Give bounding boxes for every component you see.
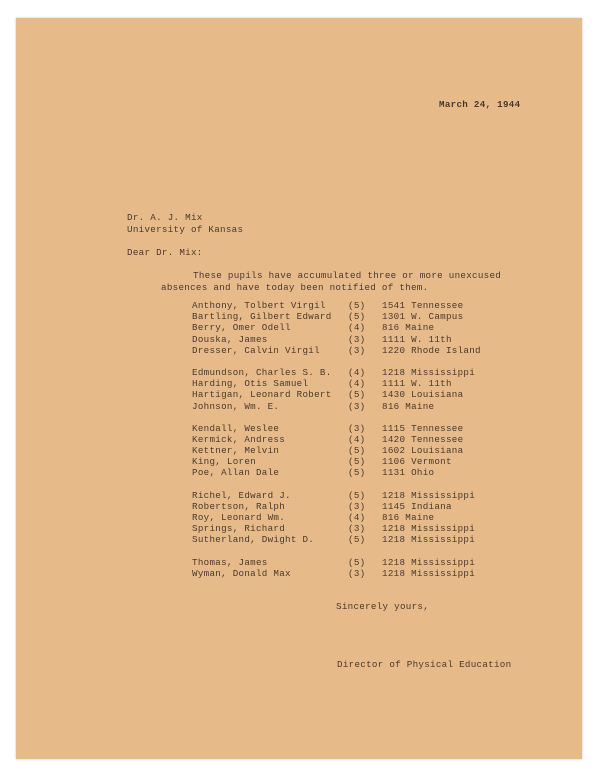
- roster-row: [192, 389, 522, 400]
- absence-count: (4): [348, 378, 366, 390]
- body-text-line-2: absences and have today been notified of them.: [161, 282, 429, 293]
- student-name: Johnson, Wm. E.: [192, 400, 280, 412]
- roster-row: [192, 523, 522, 534]
- student-roster: [192, 300, 522, 590]
- student-address: 1430 Louisiana: [382, 389, 464, 401]
- roster-group-1: [192, 300, 522, 356]
- roster-row: [192, 423, 522, 434]
- student-address: 1220 Rhode Island: [382, 344, 481, 356]
- roster-group-2: [192, 367, 522, 412]
- absence-count: (3): [348, 422, 366, 434]
- student-address: 1106 Vermont: [382, 456, 452, 468]
- recipient-organization: University of Kansas: [127, 224, 244, 235]
- student-address: 1218 Mississippi: [382, 534, 476, 546]
- absence-count: (5): [348, 467, 366, 479]
- student-address: 1541 Tennessee: [382, 300, 464, 311]
- roster-row: [192, 534, 522, 545]
- student-name: Douska, James: [192, 333, 268, 345]
- salutation: Dear Dr. Mix:: [127, 247, 203, 258]
- absence-count: (3): [348, 523, 366, 535]
- student-address: 1218 Mississippi: [382, 556, 476, 568]
- absence-count: (4): [348, 366, 366, 378]
- absence-count: (3): [348, 400, 366, 412]
- roster-row: [192, 401, 522, 412]
- roster-row: [192, 557, 522, 568]
- student-address: 1111 W. 11th: [382, 333, 452, 345]
- student-address: 1218 Mississippi: [382, 567, 476, 579]
- student-name: Kermick, Andress: [192, 433, 286, 445]
- absence-count: (5): [348, 300, 366, 311]
- student-name: Edmundson, Charles S. B.: [192, 366, 332, 378]
- student-name: Roy, Leonard Wm.: [192, 512, 286, 523]
- absence-count: (3): [348, 500, 366, 512]
- roster-row: [192, 334, 522, 345]
- student-name: King, Loren: [192, 456, 256, 468]
- letter-paper: [16, 18, 582, 759]
- roster-row: [192, 501, 522, 512]
- body-text-line-1: These pupils have accumulated three or more unexcused: [193, 270, 502, 281]
- student-address: 1301 W. Campus: [382, 311, 464, 323]
- student-address: 816 Maine: [382, 322, 435, 334]
- student-name: Springs, Richard: [192, 523, 286, 535]
- roster-row: [192, 367, 522, 378]
- student-address: 1218 Mississippi: [382, 489, 476, 501]
- absence-count: (4): [348, 512, 366, 523]
- student-name: Anthony, Tolbert Virgil: [192, 300, 326, 311]
- absence-count: (5): [348, 489, 366, 501]
- roster-row: [192, 434, 522, 445]
- student-name: Kendall, Weslee: [192, 422, 280, 434]
- roster-row: [192, 378, 522, 389]
- roster-group-5: [192, 557, 522, 579]
- absence-count: (5): [348, 445, 366, 457]
- roster-row: [192, 456, 522, 467]
- absence-count: (5): [348, 456, 366, 468]
- absence-count: (5): [348, 389, 366, 401]
- student-address: 1218 Mississippi: [382, 366, 476, 378]
- closing: Sincerely yours,: [336, 601, 430, 612]
- absence-count: (5): [348, 311, 366, 323]
- roster-group-3: [192, 423, 522, 479]
- student-name: Thomas, James: [192, 556, 268, 568]
- student-address: 1131 Ohio: [382, 467, 435, 479]
- student-name: Robertson, Ralph: [192, 500, 286, 512]
- student-address: 1145 Indiana: [382, 500, 452, 512]
- absence-count: (5): [348, 556, 366, 568]
- absence-count: (3): [348, 333, 366, 345]
- student-address: 1115 Tennessee: [382, 422, 464, 434]
- roster-row: [192, 568, 522, 579]
- student-address: 1602 Louisiana: [382, 445, 464, 457]
- recipient-name: Dr. A. J. Mix: [127, 212, 203, 223]
- roster-row: [192, 467, 522, 478]
- roster-row: [192, 345, 522, 356]
- student-name: Kettner, Melvin: [192, 445, 280, 457]
- roster-row: [192, 300, 522, 311]
- student-name: Berry, Omer Odell: [192, 322, 291, 334]
- student-address: 1111 W. 11th: [382, 378, 452, 390]
- student-address: 816 Maine: [382, 400, 435, 412]
- absence-count: (5): [348, 534, 366, 546]
- absence-count: (3): [348, 344, 366, 356]
- student-address: 816 Maine: [382, 512, 435, 523]
- signature-title: Director of Physical Education: [337, 659, 512, 670]
- student-name: Dresser, Calvin Virgil: [192, 344, 320, 356]
- letter-date: March 24, 1944: [439, 99, 521, 110]
- student-name: Harding, Otis Samuel: [192, 378, 309, 390]
- roster-row: [192, 322, 522, 333]
- absence-count: (4): [348, 322, 366, 334]
- roster-row: [192, 512, 522, 523]
- student-name: Sutherland, Dwight D.: [192, 534, 315, 546]
- student-address: 1218 Mississippi: [382, 523, 476, 535]
- roster-row: [192, 311, 522, 322]
- roster-row: [192, 445, 522, 456]
- student-name: Hartigan, Leonard Robert: [192, 389, 332, 401]
- roster-row: [192, 490, 522, 501]
- absence-count: (3): [348, 567, 366, 579]
- student-name: Wyman, Donald Max: [192, 567, 291, 579]
- student-name: Bartling, Gilbert Edward: [192, 311, 332, 323]
- student-name: Richel, Edward J.: [192, 489, 291, 501]
- student-address: 1420 Tennessee: [382, 433, 464, 445]
- student-name: Poe, Allan Dale: [192, 467, 280, 479]
- absence-count: (4): [348, 433, 366, 445]
- roster-group-4: [192, 490, 522, 546]
